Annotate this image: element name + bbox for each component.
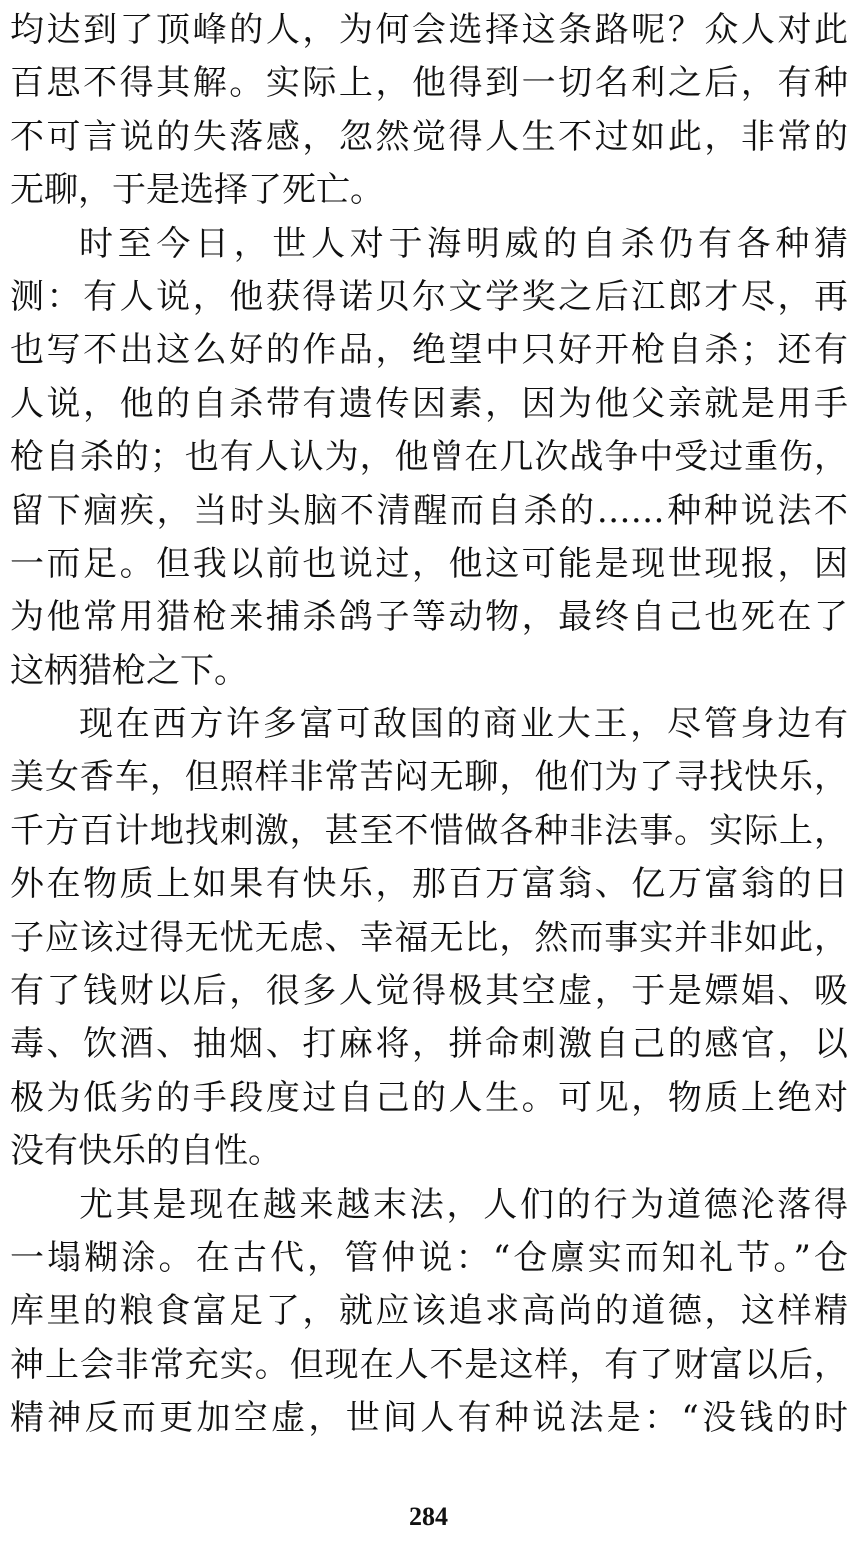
text-line: 神上会非常充实。但现在人不是这样，有了财富以后， bbox=[10, 1344, 848, 1385]
text-line: 精神反而更加空虚，世间人有种说法是：“没钱的时 bbox=[10, 1398, 848, 1439]
paragraph-first-line: 尤其是现在越来越末法，人们的行为道德沦落得 bbox=[79, 1184, 848, 1225]
page-number: 284 bbox=[409, 1502, 448, 1531]
text-line: 测：有人说，他获得诺贝尔文学奖之后江郎才尽，再 bbox=[10, 276, 848, 317]
paragraph-first-line: 时至今日，世人对于海明威的自杀仍有各种猜 bbox=[79, 223, 848, 264]
body-text bbox=[10, 4, 848, 1446]
text-line: 也写不出这么好的作品，绝望中只好开枪自杀；还有 bbox=[10, 330, 848, 371]
text-line: 美女香车，但照样非常苦闷无聊，他们为了寻找快乐， bbox=[10, 757, 848, 798]
text-line: 无聊，于是选择了死亡。 bbox=[10, 170, 384, 211]
text-line: 子应该过得无忧无虑、幸福无比，然而事实并非如此， bbox=[10, 917, 848, 958]
text-line: 均达到了顶峰的人，为何会选择这条路呢？众人对此 bbox=[10, 10, 848, 50]
text-line: 留下痼疾，当时头脑不清醒而自杀的……种种说法不 bbox=[10, 490, 848, 531]
text-line: 枪自杀的；也有人认为，他曾在几次战争中受过重伤， bbox=[10, 437, 848, 478]
text-line: 毒、饮酒、抽烟、打麻将，拼命刺激自己的感官，以 bbox=[10, 1024, 848, 1065]
text-line: 一而足。但我以前也说过，他这可能是现世现报，因 bbox=[10, 543, 848, 584]
text-line: 极为低劣的手段度过自己的人生。可见，物质上绝对 bbox=[10, 1077, 848, 1118]
text-line: 不可言说的失落感，忽然觉得人生不过如此，非常的 bbox=[10, 116, 848, 157]
text-line: 为他常用猎枪来捕杀鸽子等动物，最终自己也死在了 bbox=[10, 597, 848, 638]
text-line: 库里的粮食富足了，就应该追求高尚的道德，这样精 bbox=[10, 1291, 848, 1332]
paragraph-first-line: 现在西方许多富可敌国的商业大王，尽管身边有 bbox=[79, 704, 848, 745]
text-line: 人说，他的自杀带有遗传因素，因为他父亲就是用手 bbox=[10, 383, 848, 424]
text-line: 一塌糊涂。在古代，管仲说：“仓廪实而知礼节。”仓 bbox=[10, 1237, 848, 1278]
text-line: 有了钱财以后，很多人觉得极其空虚，于是嫖娼、吸 bbox=[10, 971, 848, 1012]
text-line: 这柄猎枪之下。 bbox=[10, 650, 248, 691]
text-line: 百思不得其解。实际上，他得到一切名利之后，有种 bbox=[10, 63, 848, 104]
text-line: 没有快乐的自性。 bbox=[10, 1131, 282, 1172]
text-line: 外在物质上如果有快乐，那百万富翁、亿万富翁的日 bbox=[10, 864, 848, 905]
text-line: 千方百计地找刺激，甚至不惜做各种非法事。实际上， bbox=[10, 810, 848, 851]
